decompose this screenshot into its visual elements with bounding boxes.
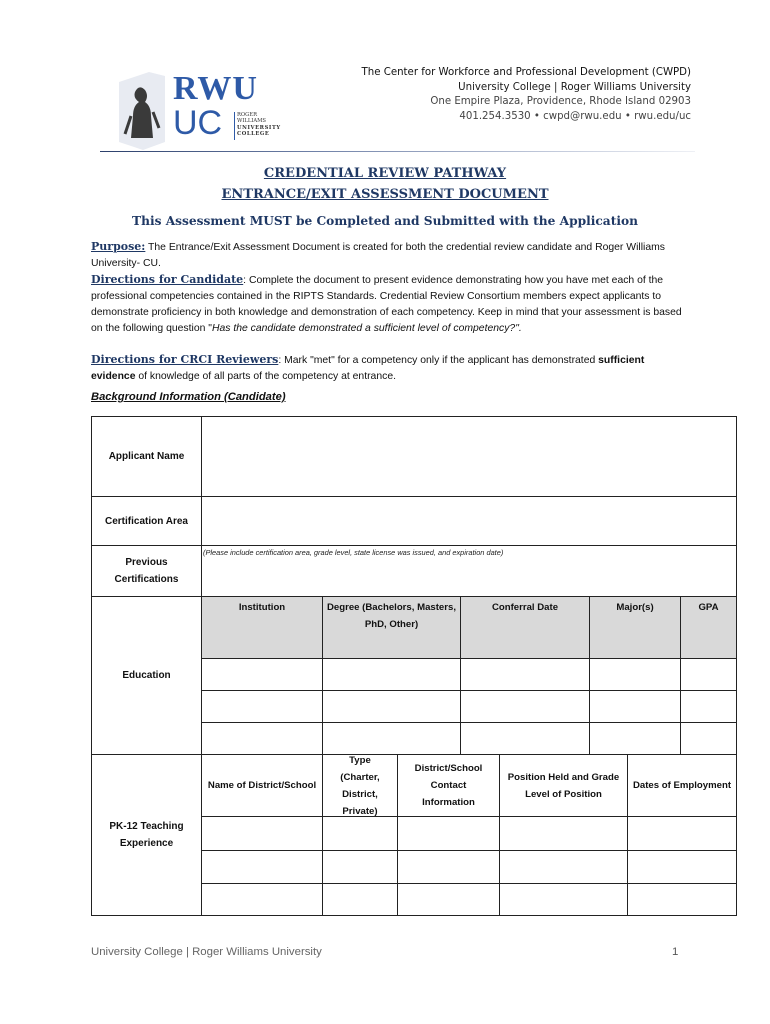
certification-area-label: Certification Area xyxy=(91,496,202,546)
edu-header-conferral-date: Conferral Date xyxy=(460,596,590,659)
edu-header-majors: Major(s) xyxy=(589,596,681,659)
header-contact-block xyxy=(362,66,691,124)
teach-cell[interactable] xyxy=(201,883,323,916)
teach-cell[interactable] xyxy=(627,883,737,916)
edu-cell[interactable] xyxy=(680,690,737,723)
directions-reviewers-text-b: of knowledge of all parts of the competency at entrance. xyxy=(135,371,396,382)
logo-uc-text: UC xyxy=(173,104,223,142)
certification-area-field[interactable] xyxy=(201,496,737,546)
background-table xyxy=(91,416,737,916)
teach-header-district: Name of District/School xyxy=(201,754,323,817)
teach-cell[interactable] xyxy=(499,850,628,884)
teach-cell[interactable] xyxy=(322,816,398,851)
applicant-name-label: Applicant Name xyxy=(91,416,202,497)
edu-header-degree: Degree (Bachelors, Masters, PhD, Other) xyxy=(322,596,461,659)
education-label: Education xyxy=(91,596,202,755)
directions-candidate-question: Has the candidate demonstrated a sufficient level of competency?". xyxy=(211,323,522,334)
contact-info: 401.254.3530 • cwpd@rwu.edu • rwu.edu/uc xyxy=(459,110,691,122)
college-name: University College | Roger Williams University xyxy=(458,81,691,93)
teach-cell[interactable] xyxy=(499,883,628,916)
edu-cell[interactable] xyxy=(460,658,590,691)
directions-candidate-paragraph xyxy=(91,272,687,337)
edu-cell[interactable] xyxy=(201,722,323,755)
edu-cell[interactable] xyxy=(589,658,681,691)
edu-cell[interactable] xyxy=(201,690,323,723)
doc-subtitle: This Assessment MUST be Completed and Submitted with the Application xyxy=(132,214,638,228)
edu-cell[interactable] xyxy=(460,722,590,755)
teach-cell[interactable] xyxy=(322,850,398,884)
edu-cell[interactable] xyxy=(322,658,461,691)
directions-candidate-text: : Complete the document to present evidence demonstrating how you have met each of the professional competencies contained in the RIPTS Standards. Credential Review Consortium members expect applicants to demonstrate proficiency in both knowledge and demonstration of each competency. Keep in mind that your assessment is based on the following question " xyxy=(91,275,682,334)
purpose-paragraph xyxy=(91,239,687,272)
edu-cell[interactable] xyxy=(201,658,323,691)
logo-rwu-text: RWU xyxy=(173,70,258,107)
address: One Empire Plaza, Providence, Rhode Island 02903 xyxy=(430,96,691,108)
teach-cell[interactable] xyxy=(397,816,500,851)
directions-reviewers-label: Directions for CRCI Reviewers xyxy=(91,353,279,366)
teach-cell[interactable] xyxy=(322,883,398,916)
edu-cell[interactable] xyxy=(680,722,737,755)
previous-certifications-label: Previous Certifications xyxy=(91,545,202,597)
edu-cell[interactable] xyxy=(460,690,590,723)
footer-text: University College | Roger Williams University xyxy=(91,946,322,958)
rwu-uc-logo xyxy=(113,72,283,150)
purpose-label: Purpose: xyxy=(91,240,146,253)
teach-header-contact: District/School Contact Information xyxy=(397,754,500,817)
applicant-name-field[interactable] xyxy=(201,416,737,497)
background-heading: Background Information (Candidate) xyxy=(91,391,286,403)
previous-certifications-field[interactable]: (Please include certification area, grade level, state license was issued, and expiration date) xyxy=(201,545,737,597)
logo-divider xyxy=(234,112,235,140)
teach-cell[interactable] xyxy=(627,816,737,851)
doc-title-1: CREDENTIAL REVIEW PATHWAY xyxy=(263,166,507,181)
teach-cell[interactable] xyxy=(627,850,737,884)
directions-reviewers-text-a: : Mark "met" for a competency only if the applicant has demonstrated xyxy=(278,355,599,366)
edu-header-gpa: GPA xyxy=(680,596,737,659)
teach-cell[interactable] xyxy=(201,816,323,851)
teach-cell[interactable] xyxy=(397,850,500,884)
doc-title-2: ENTRANCE/EXIT ASSESSMENT DOCUMENT xyxy=(221,187,549,202)
edu-cell[interactable] xyxy=(322,722,461,755)
directions-candidate-label: Directions for Candidate xyxy=(91,273,244,286)
directions-reviewers-bold: sufficient evidence xyxy=(91,355,645,382)
edu-cell[interactable] xyxy=(322,690,461,723)
teaching-experience-label: PK-12 Teaching Experience xyxy=(91,754,202,916)
edu-cell[interactable] xyxy=(680,658,737,691)
logo-subtext: ROGER WILLIAMS UNIVERSITY COLLEGE xyxy=(237,112,281,138)
teach-header-type: Type (Charter, District, Private) xyxy=(322,754,398,817)
teach-header-position: Position Held and Grade Level of Position xyxy=(499,754,628,817)
page-number: 1 xyxy=(672,946,679,958)
edu-cell[interactable] xyxy=(589,722,681,755)
header-rule xyxy=(100,151,695,152)
purpose-text: The Entrance/Exit Assessment Document is created for both the credential review candidate and Roger Williams University- CU. xyxy=(91,242,665,269)
teach-cell[interactable] xyxy=(397,883,500,916)
org-name: The Center for Workforce and Professional Development (CWPD) xyxy=(361,67,691,78)
teach-cell[interactable] xyxy=(499,816,628,851)
teach-header-dates: Dates of Employment xyxy=(627,754,737,817)
teach-cell[interactable] xyxy=(201,850,323,884)
edu-header-institution: Institution xyxy=(201,596,323,659)
directions-reviewers-paragraph xyxy=(91,352,687,385)
edu-cell[interactable] xyxy=(589,690,681,723)
